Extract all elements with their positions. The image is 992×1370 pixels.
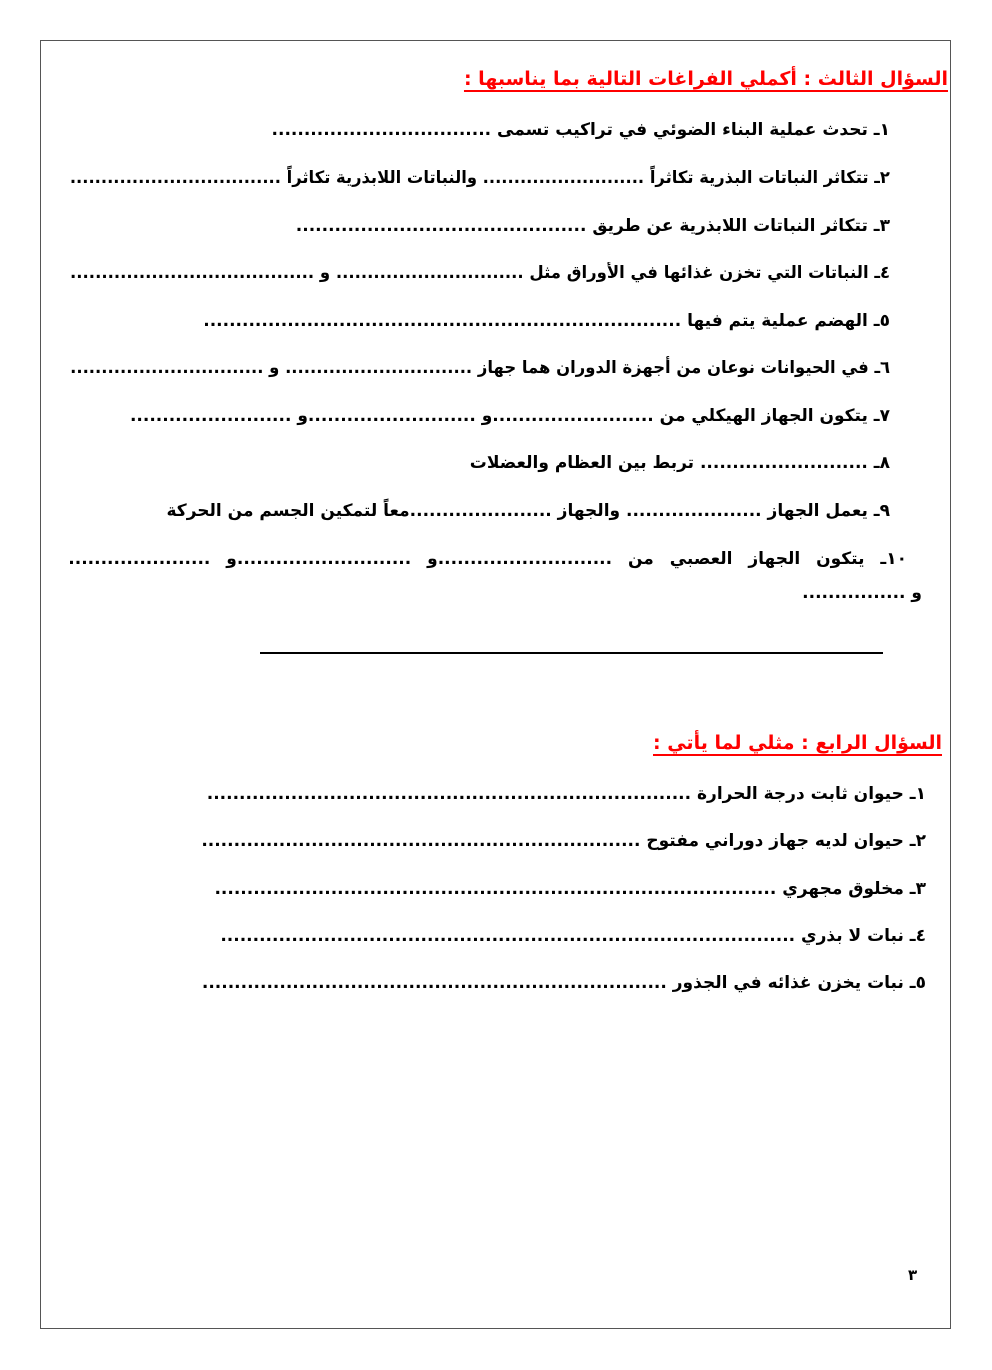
q3-item-6: ٦ـ في الحيوانات نوعان من أجهزة الدوران هما جهاز .............................. و ............................... — [70, 358, 890, 378]
q3-item-5: ٥ـ الهضم عملية يتم فيها .......................................................................... — [203, 311, 890, 331]
page-number: ٣ — [908, 1266, 918, 1284]
q4-item-5: ٥ـ نبات يخزن غذائه في الجذور ........................................................................ — [201, 973, 926, 993]
question-3-title: السؤال الثالث : أكملي الفراغات التالية بما يناسبها : — [463, 68, 948, 90]
q3-item-10-cont: و ................ — [802, 583, 922, 603]
q3-item-2: ٢ـ تتكاثر النباتات البذرية تكاثراً .......................... والنباتات اللابذرية تكاثراً .................................. — [70, 168, 890, 188]
q4-item-3: ٣ـ مخلوق مجهري ....................................................................................... — [214, 879, 926, 899]
section-divider — [260, 652, 883, 654]
q3-item-8: ٨ـ .......................... تربط بين العظام والعضلات — [469, 453, 890, 473]
q4-item-1: ١ـ حيوان ثابت درجة الحرارة ........................................................................... — [206, 784, 926, 804]
q3-item-7: ٧ـ يتكون الجهاز الهيكلي من .........................و ..........................و ......................... — [129, 406, 890, 426]
q3-item-9: ٩ـ يعمل الجهاز ..................... والجهاز ......................معاً لتمكين الجسم من الحركة — [166, 501, 890, 521]
q3-item-1: ١ـ تحدث عملية البناء الضوئي في تراكيب تسمى .................................. — [271, 120, 890, 140]
q3-item-3: ٣ـ تتكاثر النباتات اللابذرية عن طريق ............................................. — [295, 216, 890, 236]
q4-item-2: ٢ـ حيوان لديه جهاز دوراني مفتوح .................................................................... — [201, 831, 926, 851]
question-4-title: السؤال الرابع : مثلي لما يأتي : — [653, 732, 942, 754]
q3-item-10: ١٠ـ يتكون الجهاز العصبي من ...........................و ...........................و ...................... — [68, 549, 907, 569]
q4-item-4: ٤ـ نبات لا بذري ......................................................................................... — [220, 926, 926, 946]
q3-item-4: ٤ـ النباتات التي تخزن غذائها في الأوراق مثل .............................. و ....................................... — [70, 263, 890, 283]
